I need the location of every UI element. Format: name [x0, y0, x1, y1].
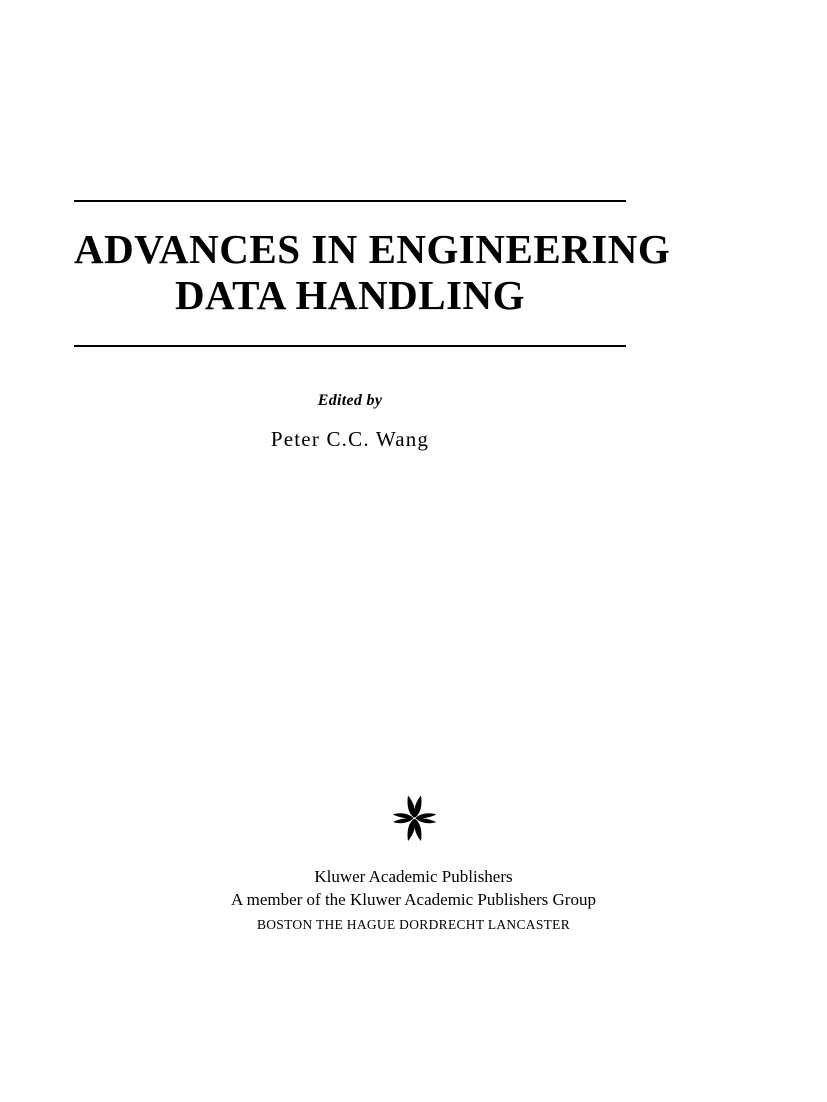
publisher-imprint: [0, 866, 827, 933]
publisher-name: Kluwer Academic Publishers: [314, 867, 513, 886]
publisher-group: A member of the Kluwer Academic Publishers Group: [231, 889, 596, 909]
title-line-1: ADVANCES IN ENGINEERING: [74, 226, 671, 272]
edited-by-label: Edited by: [317, 392, 383, 409]
page-title: [74, 202, 671, 329]
editor-block: [74, 392, 626, 452]
kluwer-leaf-logo-icon: [392, 828, 436, 845]
title-block: [74, 200, 671, 347]
title-bottom-rule: [74, 345, 626, 347]
editor-name: Peter C.C. Wang: [270, 427, 430, 451]
publisher-logo: [0, 795, 827, 846]
publisher-cities: BOSTON THE HAGUE DORDRECHT LANCASTER: [256, 916, 571, 932]
title-line-2: DATA HANDLING: [174, 272, 526, 319]
